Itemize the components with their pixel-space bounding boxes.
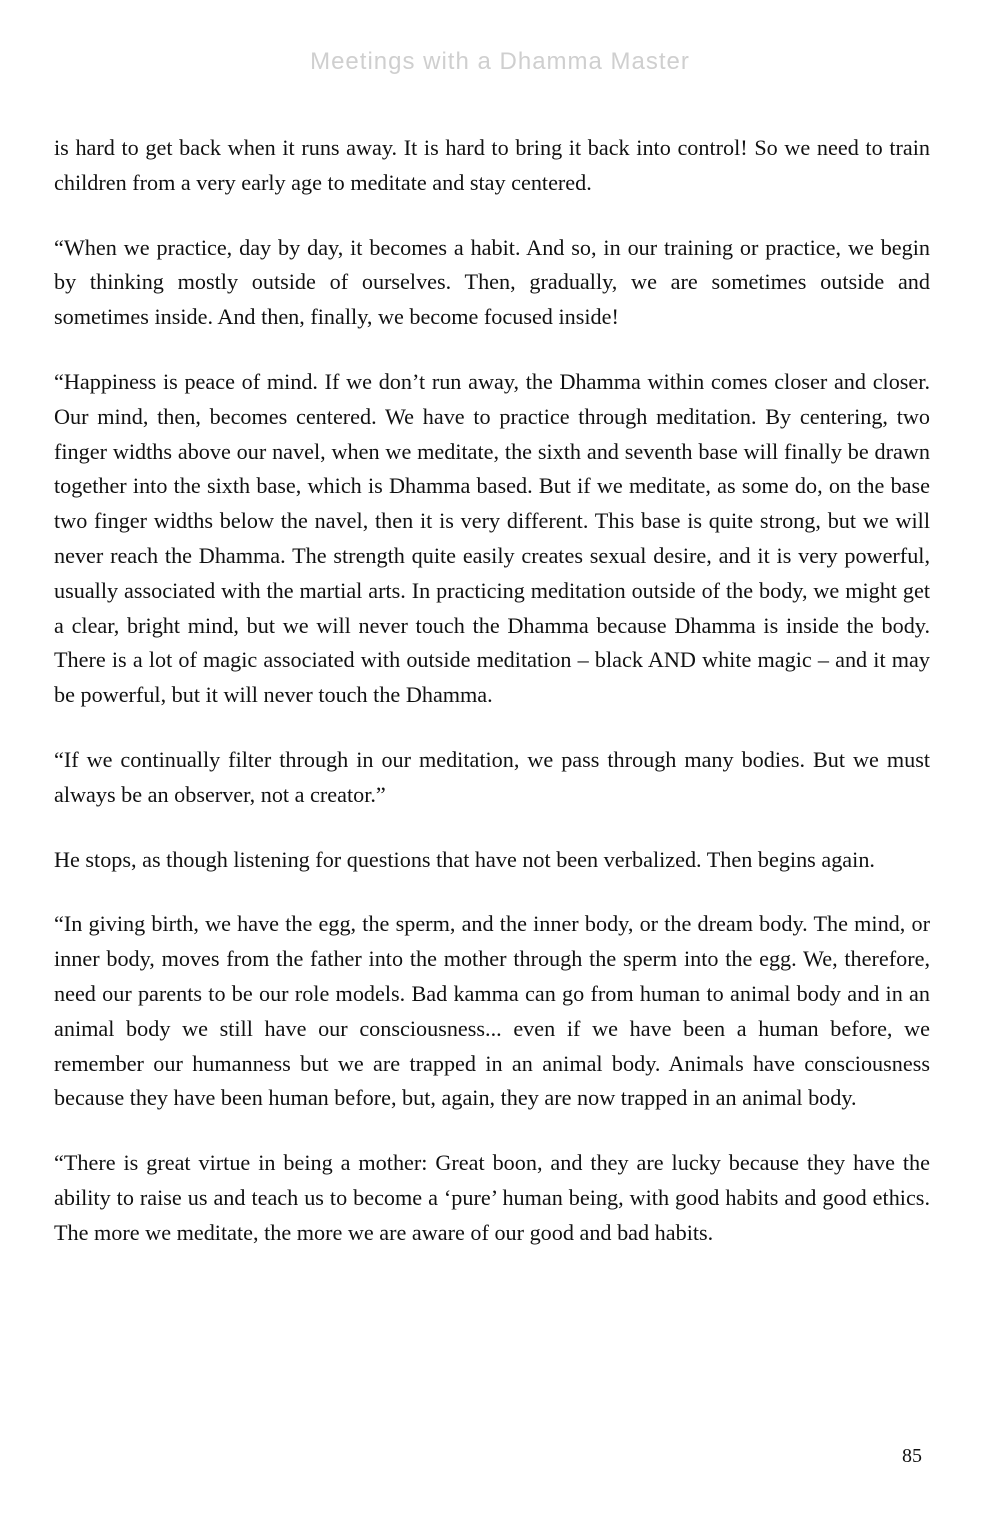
paragraph: “When we practice, day by day, it becomes a habit. And so, in our training or practice, we begin by thinking mostly outside of ourselves. Then, gradually, we are sometimes outside and sometimes inside. And then, finally, we become focused inside! [54, 234, 930, 330]
paragraph: “If we continually filter through in our meditation, we pass through many bodies. But we must always be an observer, not a creator.” [54, 746, 930, 807]
paragraph: “Happiness is peace of mind. If we don’t run away, the Dhamma within comes closer and closer. Our mind, then, becomes centered. We have to practice through meditation. By centering, two finger widths above our navel, when we meditate, the sixth and seventh base will finally be drawn together into the sixth base, which is Dhamma based. But if we meditate, as some do, on the base two finger widths below the navel, then it is very different. This base is quite strong, but we will never reach the Dhamma. The strength quite easily creates sexual desire, and it is very powerful, usually associated with the martial arts. In practicing meditation outside of the body, we might get a clear, bright mind, but we will never touch the Dhamma because Dhamma is inside the body. There is a lot of magic associated with outside meditation – black AND white magic – and it may be powerful, but it will never touch the Dhamma. [54, 368, 930, 708]
paragraph: is hard to get back when it runs away. It is hard to bring it back into control! So we need to train children from a very early age to meditate and stay centered. [54, 135, 930, 195]
paragraph: “There is great virtue in being a mother: Great boon, and they are lucky because they have the ability to raise us and teach us to become a ‘pure’ human being, with good habits and good ethics. The more we meditate, the more we are aware of our good and bad habits. [54, 1150, 930, 1245]
body-text [54, 131, 930, 1281]
running-header: Meetings with a Dhamma Master [310, 48, 690, 75]
page-number: 85 [902, 1445, 922, 1467]
paragraph: He stops, as though listening for questions that have not been verbalized. Then begins again. [54, 846, 875, 872]
paragraph: “In giving birth, we have the egg, the sperm, and the inner body, or the dream body. The mind, or inner body, moves from the father into the mother through the sperm into the egg. We, therefore, need our parents to be our role models. Bad kamma can go from human to animal body and in an animal body we still have our consciousness... even if we have been a human before, we remember our humanness but we are trapped in an animal body. Animals have consciousness because they have been human before, but, again, they are now trapped in an animal body. [54, 911, 930, 1111]
